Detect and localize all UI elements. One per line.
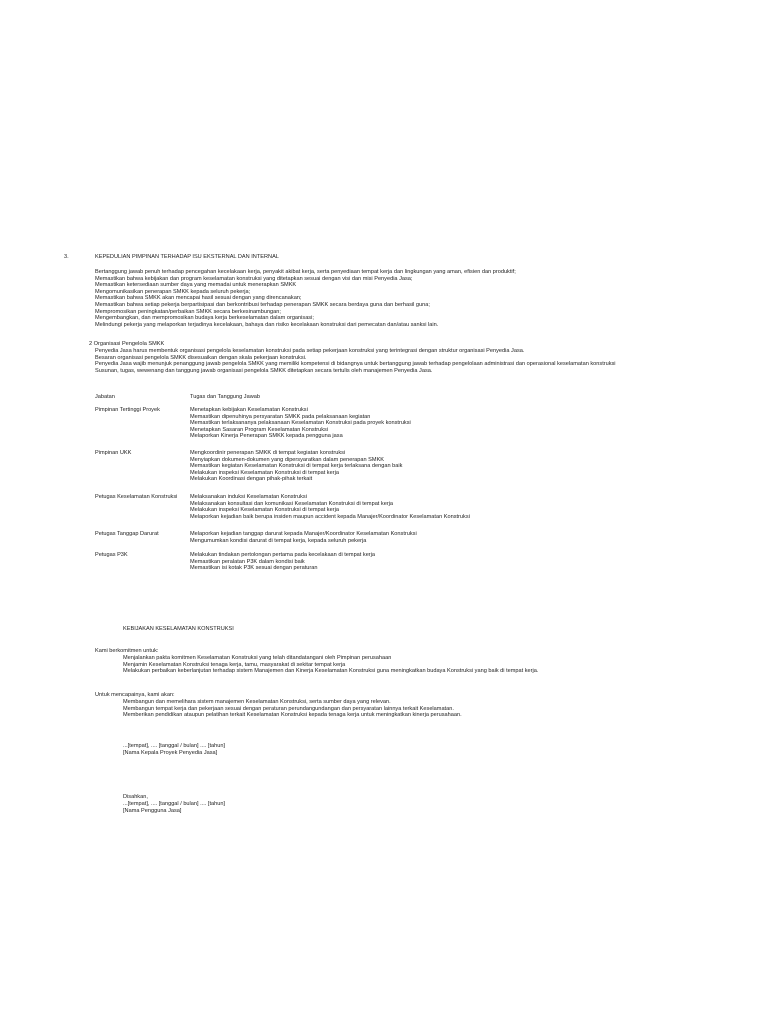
list-item: Membangun tempat kerja dan pekerjaan sesuai dengan peraturan perundangundangan dan persyaratan lainnya terkait Keselamatan. <box>123 705 454 712</box>
duty-item: Menyiapkan dokumen-dokumen yang dipersyaratkan dalam penerapan SMKK <box>190 456 385 463</box>
org-heading: 2 Organisasi Pengelola SMKK <box>89 341 165 347</box>
list-item: Memastikan bahwa SMKK akan mencapai hasil sesuai dengan yang direncanakan; <box>95 295 302 302</box>
achieve-list <box>123 699 462 719</box>
signature-place-date: ...[tempat], .... [tanggal / bulan] .... [tahun] <box>123 743 225 749</box>
duty-list <box>190 494 470 520</box>
duty-list <box>190 552 375 572</box>
duty-item: Memastikan isi kotak P3K sesuai dengan peraturan <box>190 565 318 572</box>
duty-list <box>190 531 417 544</box>
paragraph-line: Penyedia Jasa harus membentuk organisasi pengelola keselamatan konstruksi pada setiap pekerjaan konstruksi yang terintegrasi dengan struktur organisasi Penyedia Jasa. <box>95 348 525 354</box>
duty-item: Melaporkan kejadian baik berupa insiden maupun accident kepada Manajer/Koordinator Keselamatan Konstruksi <box>190 513 470 520</box>
role-label: Pimpinan Tertinggi Proyek <box>95 407 160 413</box>
col-header-jabatan: Jabatan <box>95 394 115 400</box>
achieve-intro: Untuk mencapainya, kami akan: <box>95 692 175 698</box>
commit-list <box>123 655 538 675</box>
duty-item: Melaporkan kejadian tanggap darurat kepada Manajer/Koordinator Keselamatan Konstruksi <box>190 531 417 537</box>
role-label: Pimpinan UKK <box>95 450 132 456</box>
list-item: Memastikan bahwa kebijakan dan program keselamatan konstruksi yang ditetapkan sesuai dengan visi dan misi Penyedia Jasa; <box>95 275 413 282</box>
section-number: 3. <box>64 254 69 260</box>
list-item: Menjamin Keselamatan Konstruksi tenaga kerja, tamu, masyarakat di sekitar tempat kerja <box>123 661 346 668</box>
list-item: Memberikan pendidikan ataupun pelatihan terkait Keselamatan Konstruksi kepada tenaga kerja untuk meningkatkan kinerja perusahaan. <box>123 712 462 719</box>
duty-list <box>190 450 402 483</box>
duty-item: Memastikan peralatan P3K dalam kondisi baik <box>190 558 305 565</box>
commitment-list <box>95 269 516 328</box>
role-label: Petugas P3K <box>95 552 128 558</box>
section-heading: KEPEDULIAN PIMPINAN TERHADAP ISU EKSTERNAL DAN INTERNAL <box>95 254 279 260</box>
list-item: Memastikan bahwa setiap pekerja berpartisipasi dan berkontribusi terhadap penerapan SMKK secara berdaya guna dan berhasil guna; <box>95 301 430 308</box>
paragraph-line: Penyedia Jasa wajib menunjuk penanggung jawab pengelola SMKK yang memiliki kompetensi di bidangnya untuk bertanggung jawab terhadap pengelolaan administrasi dan operasional keselamatan konstruksi <box>95 361 616 368</box>
duty-item: Memastikan dipenuhinya persyaratan SMKK pada pelaksanaan kegiatan <box>190 413 371 420</box>
list-item: Menjalankan pakta komitmen Keselamatan Konstruksi yang telah ditandatangani oleh Pimpinan perusahaan <box>123 655 392 661</box>
list-item: Membangun dan memelihara sistem manajemen Keselamatan Konstruksi, serta sumber daya yang relevan. <box>123 699 391 705</box>
paragraph-line: Susunan, tugas, wewenang dan tanggung jawab organisasi pengelola SMKK ditetapkan secara tertulis oleh manajemen Penyedia Jasa. <box>95 367 433 374</box>
list-item: Memastikan ketersediaan sumber daya yang memadai untuk menerapkan SMKK <box>95 282 297 289</box>
commit-intro: Kami berkomitmen untuk: <box>95 648 159 654</box>
duty-item: Memastikan terlaksananya pelaksanaan Keselamatan Konstruksi pada proyek konstruksi <box>190 420 411 427</box>
duty-item: Melakukan Koordinasi dengan pihak-pihak terkait <box>190 476 313 483</box>
duty-item: Melakukan inspeksi Keselamatan Konstruksi di tempat kerja <box>190 507 339 514</box>
list-item: Melakukan perbaikan keberlanjutan terhadap sistem Manajemen dan Kinerja Keselamatan Konstruksi guna meningkatkan budaya Konstruksi yang baik di tempat kerja. <box>123 668 539 675</box>
duty-item: Mengkoordinir penerapan SMKK di tempat kegiatan konstruksi <box>190 450 346 456</box>
col-header-tugas: Tugas dan Tanggung Jawab <box>190 394 260 400</box>
duty-list <box>190 407 411 440</box>
duty-item: Memastikan kegiatan Keselamatan Konstruksi di tempat kerja terlaksana dengan baik <box>190 463 403 470</box>
approval-label: Disahkan, <box>123 794 148 800</box>
approval-name: [Nama Pengguna Jasa] <box>123 808 182 814</box>
role-label: Petugas Tanggap Darurat <box>95 531 159 537</box>
list-item: Bertanggung jawab penuh terhadap pencegahan kecelakaan kerja, penyakit akibat kerja, serta penyediaan tempat kerja dan lingkungan yang aman, efisien dan produktif; <box>95 269 516 275</box>
approval-place-date: ...[tempat], .... [tanggal / bulan] .... [tahun] <box>123 801 225 807</box>
duty-item: Melaksanakan konsultasi dan komunikasi Keselamatan Konstruksi di tempat kerja <box>190 500 394 507</box>
org-paragraph <box>95 348 616 374</box>
paragraph-line: Besaran organisasi pengelola SMKK disesuaikan dengan skala pekerjaan konstruksi. <box>95 354 307 361</box>
duty-item: Melakukan tindakan pertolongan pertama pada kecelakaan di tempat kerja <box>190 552 376 558</box>
signature-name: [Nama Kepala Proyek Penyedia Jasa] <box>123 750 218 756</box>
duty-item: Melakukan inspeksi Keselamatan Konstruksi di tempat kerja <box>190 469 339 476</box>
duty-item: Melaporkan Kinerja Penerapan SMKK kepada pengguna jasa <box>190 433 343 440</box>
list-item: Mengomunikasikan penerapan SMKK kepada seluruh pekerja; <box>95 288 251 295</box>
role-label: Petugas Keselamatan Konstruksi <box>95 494 178 500</box>
list-item: Mempromosikan peningkatan/perbaikan SMKK secara berkesinambungan; <box>95 308 281 315</box>
list-item: Melindungi pekerja yang melaporkan terjadinya kecelakaan, bahaya dan risiko kecelakaan konstruksi dari pemecatan dan/atau sanksi lain. <box>95 321 439 328</box>
policy-title: KEBIJAKAN KESELAMATAN KONSTRUKSI <box>123 626 234 632</box>
list-item: Mengembangkan, dan mempromosikan budaya kerja berkeselamatan dalam organisasi; <box>95 315 314 322</box>
duty-item: Menetapkan Sasaran Program Keselamatan Konstruksi <box>190 426 329 433</box>
duty-item: Menetapkan kebijakan Keselamatan Konstruksi <box>190 407 308 413</box>
duty-item: Mengumumkan kondisi darurat di tempat kerja, kepada seluruh pekerja <box>190 537 367 544</box>
duty-item: Melaksanakan induksi Keselamatan Konstruksi <box>190 494 307 500</box>
